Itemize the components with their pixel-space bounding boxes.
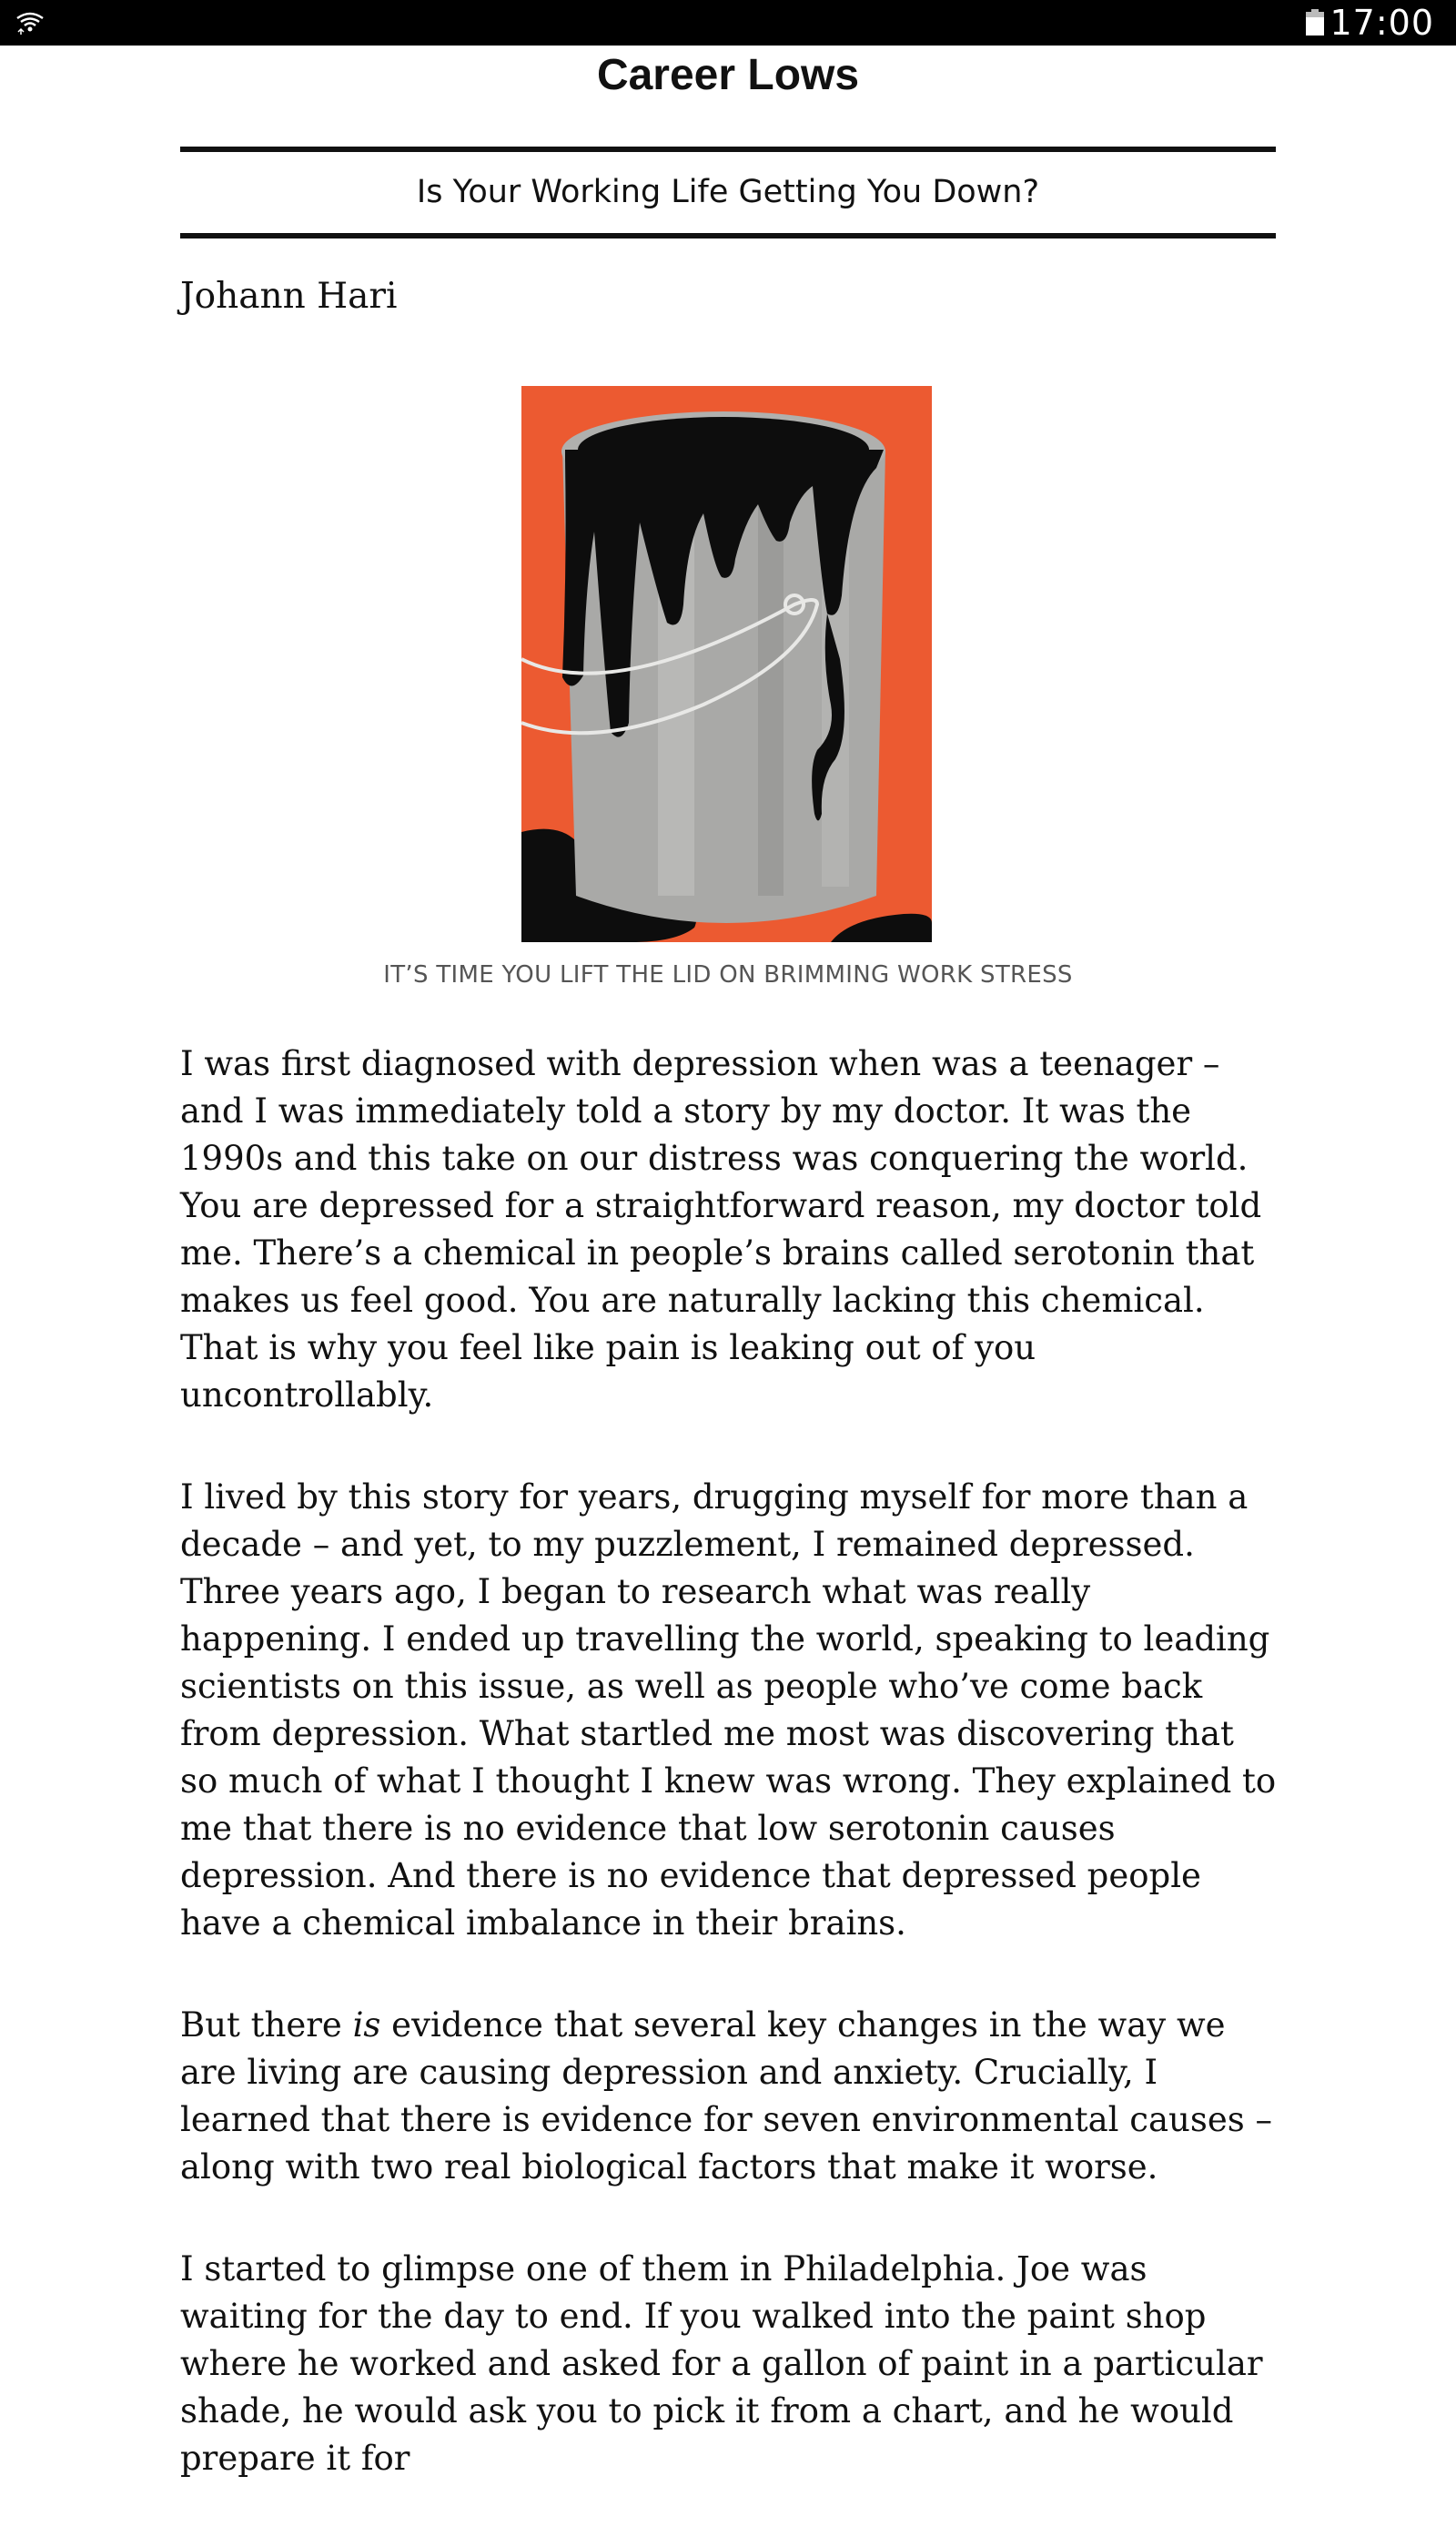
header-divider-bottom [180, 233, 1276, 238]
paragraph: I lived by this story for years, drugging myself for more than a decade – and yet, to my puzzlement, I remained depressed. Three years ago, I began to research what was really happening. I ended up travelling the world, speaking to leading scientists on this issue, as well as people who’ve come back from depression. What startled me most was discovering that so much of what I thought I knew was wrong. They explained to me that there is no evidence that low serotonin causes depression. And there is no evidence that depressed people have a chemical imbalance in their brains. [180, 1477, 1277, 1943]
paragraph: I was first diagnosed with depression when was a teenager – and I was immediately told a story by my doctor. It was the 1990s and this take on our distress was conquering the world. You are depressed for a straightforward reason, my doctor told me. There’s a chemical in people’s brains called serotonin that makes us feel good. You are naturally lacking this chemical. That is why you feel like pain is leaking out of you uncontrollably. [180, 1044, 1262, 1415]
article-title: Career Lows [596, 51, 860, 99]
paragraph [180, 2002, 1281, 2191]
article-body [180, 1040, 1281, 2537]
status-bar [0, 0, 1456, 46]
emphasis-text: is [352, 2005, 381, 2045]
image-caption: IT’S TIME YOU LIFT THE LID ON BRIMMING WORK STRESS [383, 961, 1073, 989]
article-author: Johann Hari [180, 276, 398, 317]
wifi-icon [15, 7, 46, 38]
article-illustration [521, 386, 932, 942]
paragraph-text: But there [180, 2005, 353, 2045]
paragraph: I started to glimpse one of them in Philadelphia. Joe was waiting for the day to end. If you walked into the paint shop where he worked and asked for a gallon of paint in a particular shade, he would ask you to pick it from a chart, and he would prepare it for [180, 2249, 1263, 2478]
paragraph-text: evidence that several key changes in the way we are living are causing depression and anxiety. Crucially, I learned that there is evidence for seven environmental causes – along with two real biological factors that make it worse. [180, 2005, 1273, 2187]
article-subtitle: Is Your Working Life Getting You Down? [416, 174, 1040, 210]
paint-can-illustration [521, 386, 932, 942]
status-time: 17:00 [1330, 3, 1434, 43]
battery-icon [1305, 9, 1325, 36]
